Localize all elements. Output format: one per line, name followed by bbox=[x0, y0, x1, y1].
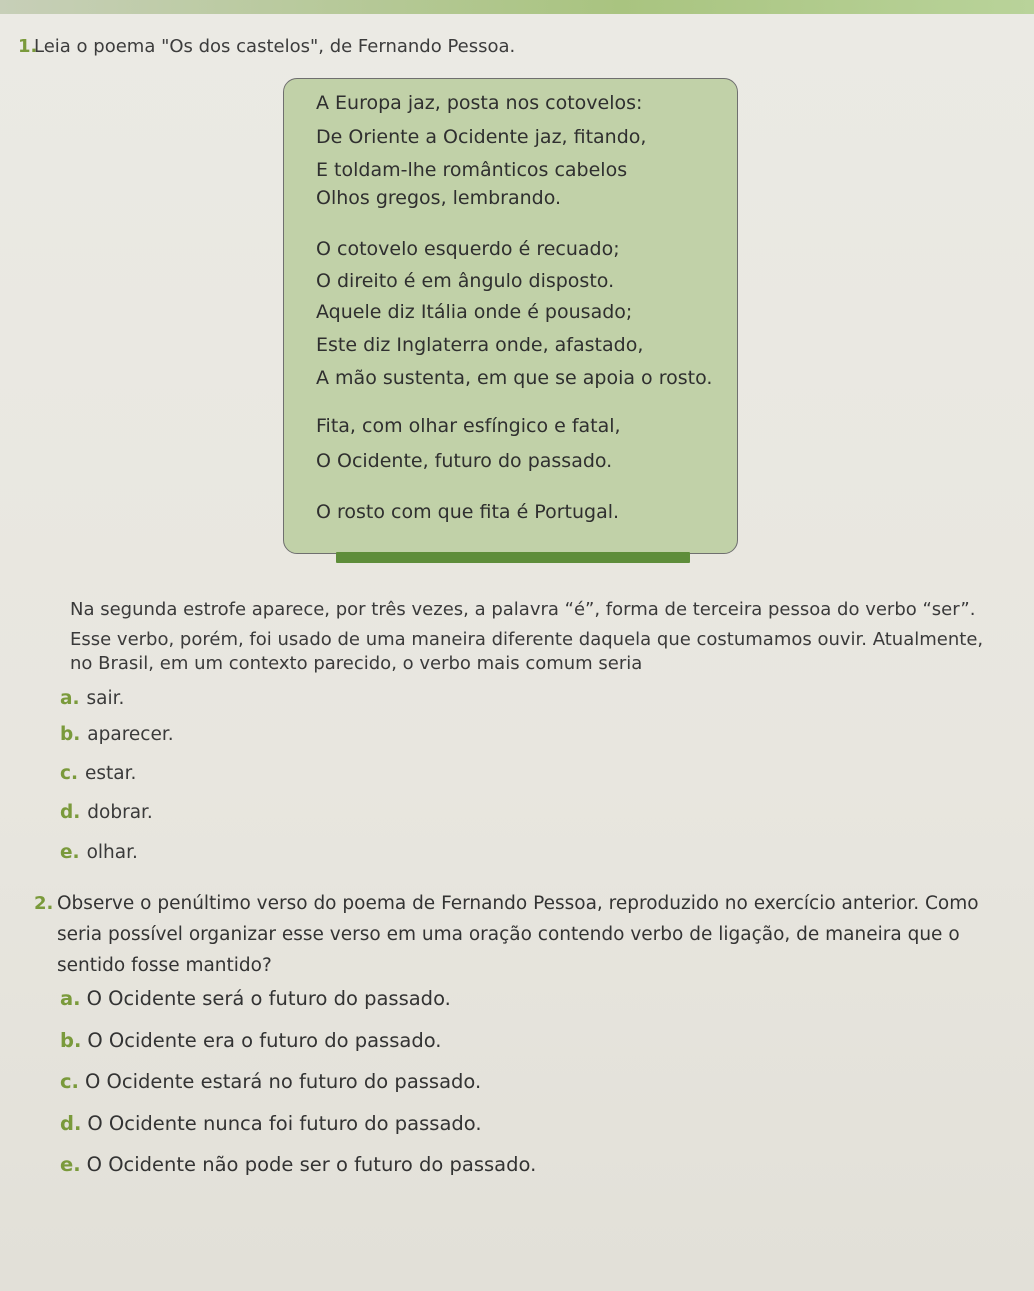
question-2-prompt-line: sentido fosse mantido? bbox=[57, 955, 272, 976]
option-letter: c. bbox=[60, 763, 78, 784]
option-text: aparecer. bbox=[87, 724, 174, 745]
option-text: sair. bbox=[86, 688, 125, 709]
question-1-intro: Leia o poema "Os dos castelos", de Fernando Pessoa. bbox=[34, 36, 516, 57]
top-color-strip bbox=[0, 0, 1034, 14]
option-text: O Ocidente nunca foi futuro do passado. bbox=[87, 1112, 482, 1135]
question-1-prompt-line: Na segunda estrofe aparece, por três vezes, a palavra “é”, forma de terceira pessoa do verbo “ser”. bbox=[70, 599, 976, 620]
option-text: olhar. bbox=[86, 842, 138, 863]
poem-verse: De Oriente a Ocidente jaz, fitando, bbox=[316, 126, 647, 148]
question-2-option-a[interactable] bbox=[60, 987, 451, 1010]
poem-verse: O Ocidente, futuro do passado. bbox=[316, 450, 613, 472]
option-letter: e. bbox=[60, 1153, 81, 1176]
question-2-option-c[interactable] bbox=[60, 1070, 481, 1093]
option-letter: c. bbox=[60, 1070, 79, 1093]
option-text: O Ocidente será o futuro do passado. bbox=[86, 987, 451, 1010]
option-letter: d. bbox=[60, 1112, 82, 1135]
option-text: estar. bbox=[85, 763, 137, 784]
option-letter: e. bbox=[60, 842, 80, 863]
poem-verse: O direito é em ângulo disposto. bbox=[316, 270, 615, 292]
question-2-number: 2. bbox=[34, 893, 54, 914]
option-letter: a. bbox=[60, 987, 81, 1010]
question-1-option-d[interactable] bbox=[60, 802, 153, 823]
poem-verse: O rosto com que fita é Portugal. bbox=[316, 501, 620, 523]
question-1-number: 1. bbox=[18, 36, 38, 57]
option-text: O Ocidente era o futuro do passado. bbox=[87, 1029, 442, 1052]
question-2-option-b[interactable] bbox=[60, 1029, 442, 1052]
poem-verse: A Europa jaz, posta nos cotovelos: bbox=[316, 92, 643, 114]
option-text: O Ocidente não pode ser o futuro do passado. bbox=[86, 1153, 537, 1176]
question-2-prompt-line: seria possível organizar esse verso em uma oração contendo verbo de ligação, de maneira que o bbox=[57, 924, 960, 945]
question-2-option-e[interactable] bbox=[60, 1153, 536, 1176]
poem-verse: Este diz Inglaterra onde, afastado, bbox=[316, 334, 644, 356]
question-2-option-d[interactable] bbox=[60, 1112, 482, 1135]
poem-verse: E toldam-lhe românticos cabelos bbox=[316, 159, 628, 181]
option-letter: b. bbox=[60, 724, 81, 745]
poem-verse: A mão sustenta, em que se apoia o rosto. bbox=[316, 367, 713, 389]
question-2-prompt-line: Observe o penúltimo verso do poema de Fernando Pessoa, reproduzido no exercício anterior. Como bbox=[57, 893, 979, 914]
option-letter: b. bbox=[60, 1029, 82, 1052]
question-1-option-c[interactable] bbox=[60, 763, 136, 784]
question-1-prompt-line: no Brasil, em um contexto parecido, o verbo mais comum seria bbox=[70, 653, 643, 674]
option-letter: a. bbox=[60, 688, 80, 709]
poem-box-underbar bbox=[336, 552, 690, 563]
option-text: O Ocidente estará no futuro do passado. bbox=[84, 1070, 482, 1093]
question-1-option-e[interactable] bbox=[60, 842, 138, 863]
poem-verse: Fita, com olhar esfíngico e fatal, bbox=[316, 415, 621, 437]
option-text: dobrar. bbox=[87, 802, 153, 823]
question-1-option-a[interactable] bbox=[60, 688, 124, 709]
poem-verse: O cotovelo esquerdo é recuado; bbox=[316, 238, 620, 260]
option-letter: d. bbox=[60, 802, 81, 823]
poem-verse: Olhos gregos, lembrando. bbox=[316, 187, 562, 209]
poem-verse: Aquele diz Itália onde é pousado; bbox=[316, 301, 633, 323]
question-1-option-b[interactable] bbox=[60, 724, 174, 745]
question-1-prompt-line: Esse verbo, porém, foi usado de uma maneira diferente daquela que costumamos ouvir. Atualmente, bbox=[70, 629, 984, 650]
